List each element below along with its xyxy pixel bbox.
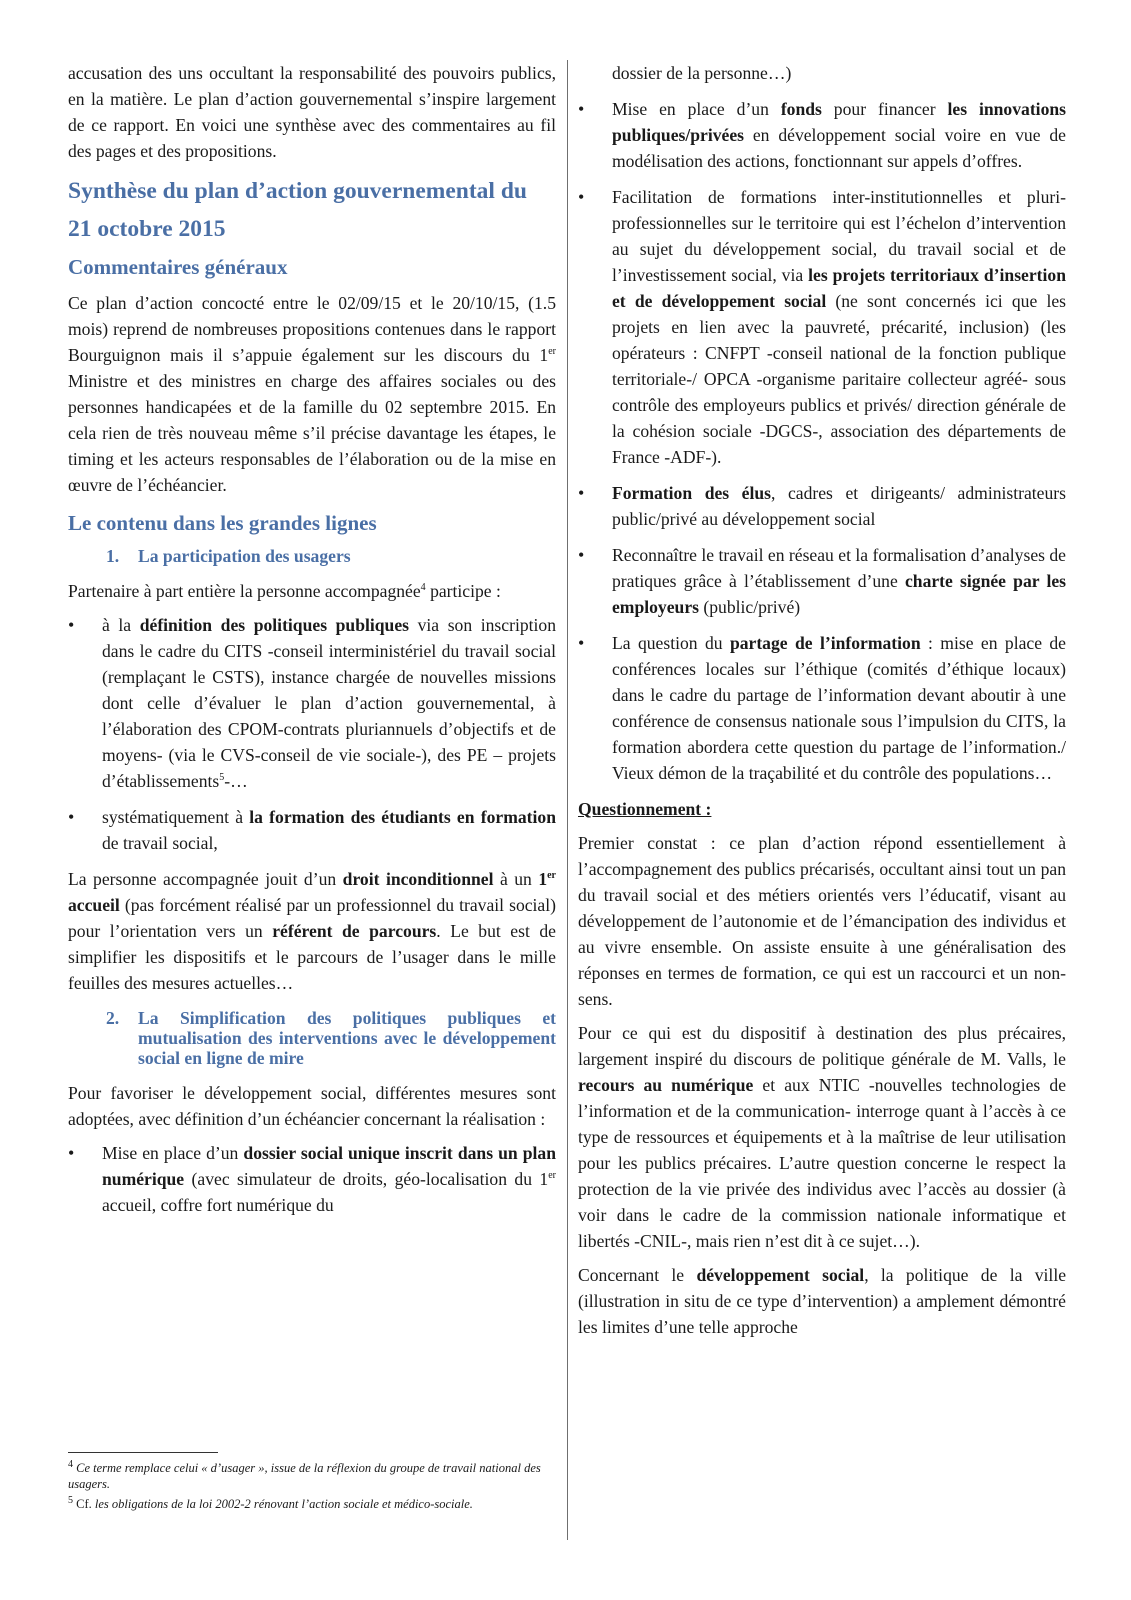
list-item: • La question du partage de l’information : mise en place de conférences locales sur l’éthique (comités d’éthique locaux) dans le cadre du partage de l’information devant aboutir à une conférence de consensus nationale sous l’impulsion du CITS, la formation abordera cette question du partage de l’information./ Vieux démon de la traçabilité et du contrôle des populations… bbox=[578, 630, 1066, 786]
footnote-rule bbox=[68, 1452, 218, 1453]
heading-content-overview: Le contenu dans les grandes lignes bbox=[68, 511, 377, 535]
paragraph-first-observation: Premier constat : ce plan d’action répond essentiellement à l’accompagnement des publics précarisés, occultant ainsi tout un pan du travail social et des métiers orientés vers l’éducatif, visant au développement de l’autonomie et de l’émancipation des individus et au vivre ensemble. On assiste ensuite à une généralisation des réponses en termes de formation, ce qui est un raccourci et un non-sens. bbox=[578, 833, 1066, 1009]
paragraph-unconditional-right: La personne accompagnée jouit d’un droit inconditionnel à un 1er accueil (pas forcément réalisé par un professionnel du travail social) pour l’orientation vers un référent de parcours. Le but est de simplifier les dispositifs et le parcours de l’usager dans le mille feuilles des mesures actuelles… bbox=[68, 869, 556, 993]
paragraph-partner: Partenaire à part entière la personne accompagnée$^4$ participe : bbox=[68, 581, 501, 601]
footnote-5: $^5$ Cf. les obligations de la loi 2002-2 rénovant l’action sociale et médico-sociale. bbox=[68, 1494, 473, 1511]
section-title: Synthèse du plan d’action gouvernemental du 21 octobre 2015 bbox=[68, 178, 527, 242]
paragraph-general-comments: Ce plan d’action concocté entre le 02/09/15 et le 20/10/15, (1.5 mois) reprend de nombreuses propositions contenues dans le rapport Bourguignon mais il s’appuie également sur les discours du 1er Ministre et des ministres en charge des affaires sociales ou des personnes handicapées et de la famille du 02 septembre 2015. En cela rien de très nouveau même s’il précise davantage les étapes, le timing et les acteurs responsables de l’élaboration ou de la mise en œuvre de l’échéancier. bbox=[68, 293, 556, 495]
list-item: • Facilitation de formations inter-institutionnelles et pluri-professionnelles sur le territoire qui est l’échelon d’intervention au sujet du développement social, du travail social et de l’investissement social, via les projets territoriaux d’insertion et de développement social (ne sont concernés ici que les projets en lien avec la pauvreté, précarité, inclusion) (les opérateurs : CNFPT -conseil national de la fonction publique territoriale-/ OPCA -organisme paritaire collecteur agréé- sous contrôle des employeurs publics et privés/ direction générale de la cohésion sociale -DGCS-, association des départements de France -ADF-). bbox=[578, 184, 1066, 470]
footnote-4: $^4$ Ce terme remplace celui « d’usager », issue de la réflexion du groupe de travail national des usagers. bbox=[68, 1458, 541, 1491]
measures-list bbox=[68, 1140, 556, 1218]
column-divider bbox=[567, 60, 568, 1540]
list-item: • à la définition des politiques publiques via son inscription dans le cadre du CITS -conseil interministériel du travail social (remplaçant le CSTS), instance chargée de nouvelles missions dont celle d’évaluer le plan d’action gouvernemental, à l’élaboration des CPOM-contrats pluriannuels d’objectifs et de moyens- (via le CVS-conseil de vie sociale-), des PE – projets d’établissements$^5$-… bbox=[68, 612, 556, 794]
paragraph-social-development: Concernant le développement social, la politique de la ville (illustration in situ de ce type d’intervention) a amplement démontré les limites d’une telle approche bbox=[578, 1265, 1067, 1337]
subheading-simplification: 2. La Simplification des politiques publiques et mutualisation des interventions avec le développement social en ligne de mire bbox=[106, 1008, 556, 1068]
list-item: • Mise en place d’un fonds pour financer les innovations publiques/privées en développement social voire en vue de modélisation des actions, fonctionnant sur appels d’offres. bbox=[578, 96, 1066, 174]
list-item-continuation: dossier de la personne…) bbox=[612, 63, 792, 83]
footnotes bbox=[68, 1460, 556, 1516]
paragraph-digital: Pour ce qui est du dispositif à destination des plus précaires, largement inspiré du discours de politique générale de M. Valls, le recours au numérique et aux NTIC -nouvelles technologies de l’information et de la communication- interroge quant à l’accès à ce type de ressources et équipements et à la maîtrise de leur utilisation pour les publics précaires. L’autre question concerne le respect la protection de la vie privée des individus avec l’accès au dossier (à voir dans le cadre de la commission nationale informatique et libertés -CNIL-, mais rien n’est dit à ce sujet…). bbox=[578, 1023, 1066, 1251]
participation-list bbox=[68, 612, 556, 856]
list-item: • systématiquement à la formation des étudiants en formation de travail social, bbox=[68, 804, 556, 856]
paragraph-measures: Pour favoriser le développement social, différentes mesures sont adoptées, avec définition d’un échéancier concernant la réalisation : bbox=[68, 1083, 556, 1129]
measures-list-continued bbox=[578, 96, 1066, 786]
list-item: • Formation des élus, cadres et dirigeants/ administrateurs public/privé au développement social bbox=[578, 480, 1066, 532]
list-item: • Mise en place d’un dossier social unique inscrit dans un plan numérique (avec simulateur de droits, géo-localisation du 1er accueil, coffre fort numérique du bbox=[68, 1140, 556, 1218]
subheading-user-participation: 1. La participation des usagers bbox=[106, 546, 351, 566]
heading-general-comments: Commentaires généraux bbox=[68, 255, 288, 279]
paragraph-intro-continuation: accusation des uns occultant la responsabilité des pouvoirs publics, en la matière. Le plan d’action gouvernemental s’inspire largement de ce rapport. En voici une synthèse avec des commentaires au fil des pages et des propositions. bbox=[68, 63, 556, 161]
right-column bbox=[578, 60, 1066, 1348]
list-item: • Reconnaître le travail en réseau et la formalisation d’analyses de pratiques grâce à l’établissement d’une charte signée par les employeurs (public/privé) bbox=[578, 542, 1066, 620]
heading-questioning: Questionnement : bbox=[578, 799, 712, 819]
left-column bbox=[68, 60, 556, 1228]
